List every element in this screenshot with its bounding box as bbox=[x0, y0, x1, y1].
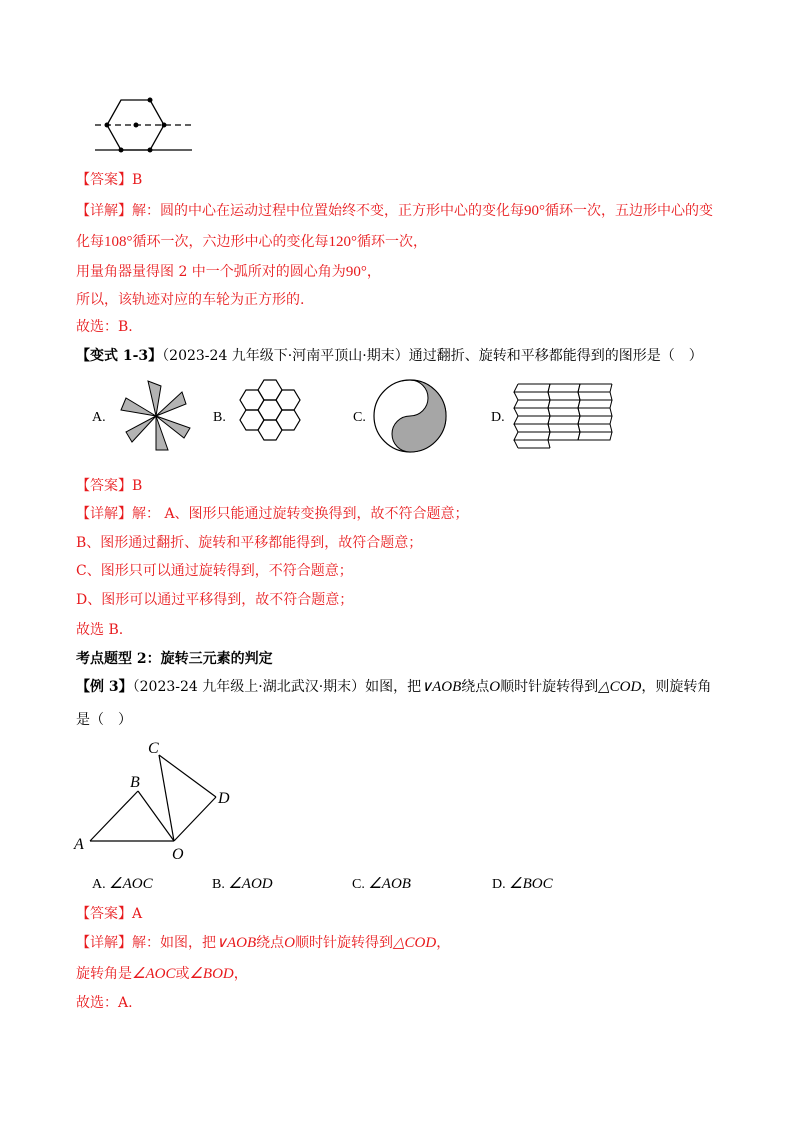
vertex-label-o: O bbox=[172, 846, 184, 863]
explanation-1-line-3: 用量角器量得图 2 中一个弧所对的圆心角为90°， bbox=[76, 264, 381, 280]
option-d-label: D. bbox=[491, 410, 505, 425]
section-heading: 考点题型 2：旋转三元素的判定 bbox=[76, 651, 273, 667]
explanation-3-line-2: 旋转角是∠AOC或∠BOD， bbox=[76, 966, 248, 982]
explanation-2-line-1: 【详解】解： A、图形只能通过旋转变换得到，故不符合题意； bbox=[76, 506, 469, 522]
answer-3: 【答案】A bbox=[76, 906, 143, 922]
vertex-label-a: A bbox=[74, 836, 84, 853]
explanation-2-line-5: 故选 B. bbox=[76, 622, 124, 638]
vertex-label-b: B bbox=[130, 774, 140, 791]
example-3-question-line-2: 是（ ） bbox=[76, 712, 132, 728]
example-3-question-line-1: 【例 3】（2023-24 九年级上·湖北武汉·期末）如图，把∨AOB绕点O顺时针旋转得到△COD，则旋转角 bbox=[76, 679, 712, 695]
ex3-option-d: D. ∠BOC bbox=[492, 876, 553, 892]
variant-1-3-question: 【变式 1-3】（2023-24 九年级下·河南平顶山·期末）通过翻折、旋转和平移都能得到的图形是（ ） bbox=[76, 348, 703, 364]
vertex-label-c: C bbox=[148, 740, 159, 757]
yin-yang-figure bbox=[372, 378, 448, 454]
explanation-3-line-3: 故选：A. bbox=[76, 995, 133, 1011]
ex3-option-b: B. ∠AOD bbox=[212, 876, 273, 892]
explanation-2-line-4: D、图形可以通过平移得到，故不符合题意； bbox=[76, 592, 354, 608]
answer-1: 【答案】B bbox=[76, 172, 143, 188]
ex3-option-c: C. ∠AOB bbox=[352, 876, 411, 892]
explanation-1-line-1: 【详解】解：圆的中心在运动过程中位置始终不变，正方形中心的变化每90°循环一次，五边形中心的变 bbox=[76, 203, 713, 219]
explanation-1-line-5: 故选：B. bbox=[76, 319, 133, 335]
explanation-2-line-3: C、图形只可以通过旋转得到，不符合题意； bbox=[76, 563, 353, 579]
answer-2: 【答案】B bbox=[76, 478, 143, 494]
honeycomb-figure bbox=[234, 378, 312, 450]
zigzag-stripes-figure bbox=[512, 380, 612, 450]
option-b-label: B. bbox=[213, 410, 226, 425]
explanation-1-line-2: 化每108°循环一次，六边形中心的变化每120°循环一次， bbox=[76, 234, 427, 250]
option-c-label: C. bbox=[353, 410, 366, 425]
explanation-1-line-4: 所以，该轨迹对应的车轮为正方形的. bbox=[76, 292, 305, 308]
pinwheel-figure bbox=[118, 378, 194, 454]
rotation-triangles-figure bbox=[70, 735, 250, 865]
ex3-option-a: A. ∠AOC bbox=[92, 876, 153, 892]
explanation-3-line-1: 【详解】解：如图，把∨AOB绕点O顺时针旋转得到△COD， bbox=[76, 935, 451, 951]
explanation-2-line-2: B、图形通过翻折、旋转和平移都能得到，故符合题意； bbox=[76, 535, 423, 551]
option-a-label: A. bbox=[92, 410, 106, 425]
vertex-label-d: D bbox=[218, 790, 230, 807]
hexagon-figure bbox=[90, 92, 200, 154]
